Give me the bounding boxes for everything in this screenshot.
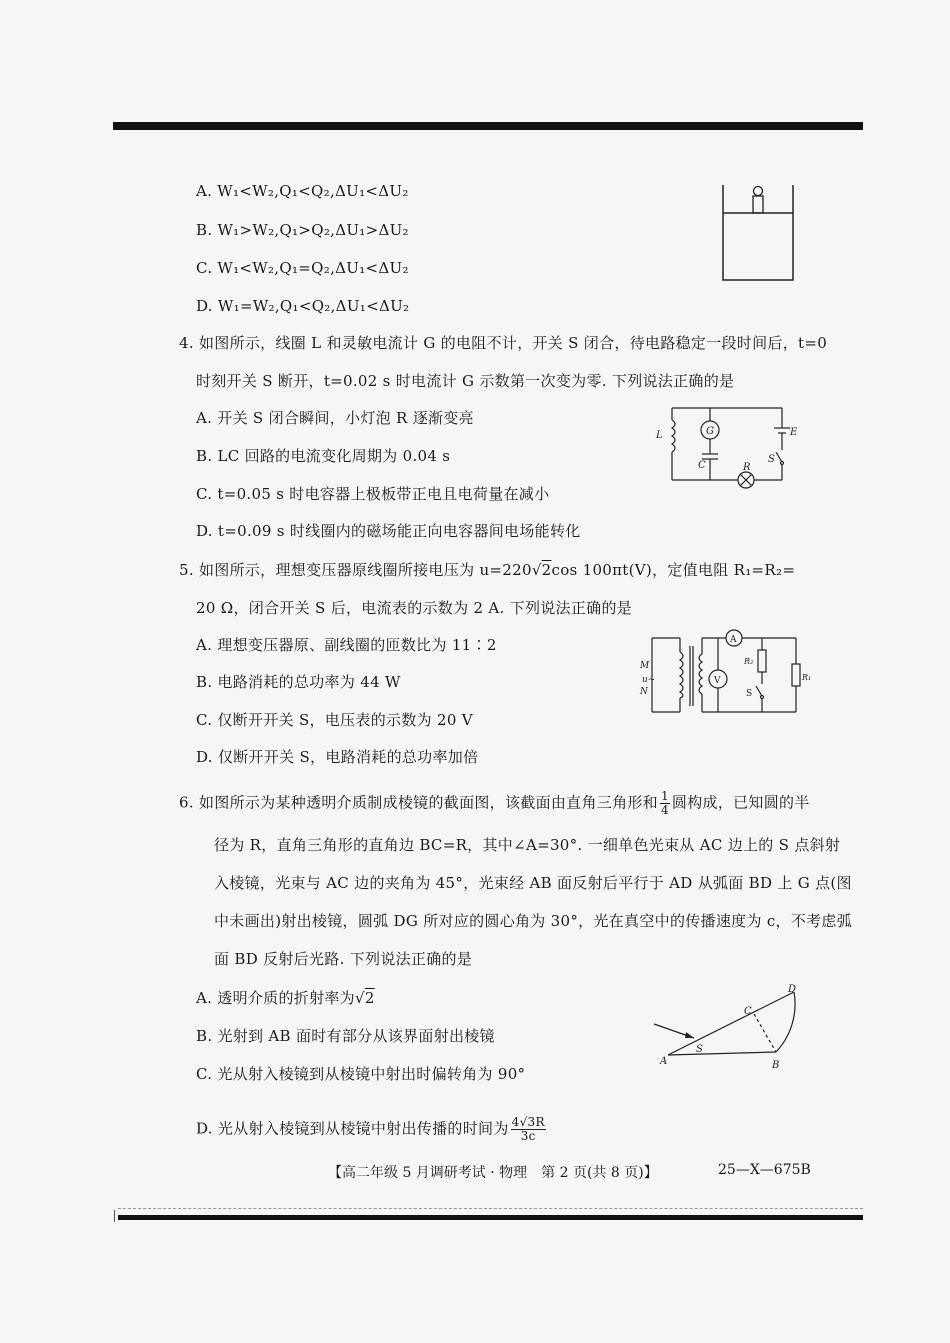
top-rule — [113, 122, 863, 130]
q4-option-d: D. t=0.09 s 时线圈内的磁场能正向电容器间电场能转化 — [196, 522, 581, 540]
q6-option-d — [196, 1116, 548, 1143]
q5-label-r1: R₁ — [802, 673, 812, 682]
q5-stem-part2: cos 100πt(V)，定值电阻 R₁=R₂= — [551, 561, 796, 579]
q4-label-capacitor: C — [698, 460, 706, 471]
q3-option-b: B. W₁>W₂,Q₁>Q₂,ΔU₁>ΔU₂ — [196, 221, 409, 239]
q6-option-d-denominator: 3c — [520, 1129, 536, 1143]
q6-quarter-fraction — [660, 790, 670, 817]
q4-stem-line2: 时刻开关 S 断开，t=0.02 s 时电流计 G 示数第一次变为零. 下列说法正确的是 — [196, 372, 735, 390]
q3-option-a: A. W₁<W₂,Q₁<Q₂,ΔU₁<ΔU₂ — [196, 182, 409, 200]
q4-lc-circuit-figure — [650, 400, 800, 495]
q5-option-d: D. 仅断开开关 S，电路消耗的总功率加倍 — [196, 748, 479, 766]
q5-stem-line2: 20 Ω，闭合开关 S 后，电流表的示数为 2 A. 下列说法正确的是 — [196, 599, 633, 617]
q5-transformer-circuit-figure — [640, 630, 810, 720]
q6-fraction-denominator: 4 — [660, 803, 669, 817]
q6-stem-part2: 圆构成，已知圆的半 — [671, 793, 810, 812]
q6-option-a-text: A. 透明介质的折射率为 — [196, 989, 355, 1007]
q5-label-voltmeter: V — [714, 676, 721, 686]
q4-stem-line1: 4. 如图所示，线圈 L 和灵敏电流计 G 的电阻不计，开关 S 闭合，待电路稳定一段时间后，t=0 — [179, 334, 828, 352]
q3-option-c: C. W₁<W₂,Q₁=Q₂,ΔU₁<ΔU₂ — [196, 259, 409, 277]
q4-label-switch: S — [768, 454, 775, 465]
q6-stem-line3: 入棱镜，光束与 AC 边的夹角为 45°，光束经 AB 面反射后平行于 AD 从弧面 BD 上 G 点(图 — [214, 874, 852, 892]
q6-prism-figure — [650, 980, 810, 1075]
q6-option-a-sqrt-arg: 2 — [364, 989, 375, 1007]
q6-stem-line5: 面 BD 反射后光路. 下列说法正确的是 — [214, 950, 473, 968]
q4-label-battery: E — [790, 427, 798, 438]
q6-label-b: B — [772, 1060, 780, 1071]
q6-label-a: A — [660, 1056, 668, 1067]
q5-stem-part1: 5. 如图所示，理想变压器原线圈所接电压为 u=220 — [179, 561, 532, 579]
q6-label-d: D — [788, 984, 797, 995]
q5-label-switch: S — [746, 689, 753, 699]
q6-label-s: S — [696, 1044, 703, 1055]
q5-sqrt-arg: 2 — [541, 561, 552, 579]
q6-option-c: C. 光从射入棱镜到从棱镜中射出时偏转角为 90° — [196, 1065, 526, 1083]
bottom-rule — [118, 1215, 863, 1220]
q3-container-figure — [718, 180, 798, 290]
q6-fraction-numerator: 1 — [660, 789, 669, 803]
q4-option-c: C. t=0.05 s 时电容器上极板带正电且电荷量在减小 — [196, 485, 550, 503]
q3-option-d: D. W₁=W₂,Q₁<Q₂,ΔU₁<ΔU₂ — [196, 297, 410, 315]
q6-option-a-sqrt: √2 — [354, 989, 375, 1007]
q4-option-a: A. 开关 S 闭合瞬间，小灯泡 R 逐渐变亮 — [196, 409, 474, 427]
q6-stem-line1 — [179, 790, 810, 817]
q5-option-c: C. 仅断开开关 S，电压表的示数为 20 V — [196, 711, 473, 729]
q5-label-n: N — [640, 687, 648, 697]
q6-option-d-fraction — [511, 1116, 546, 1143]
q5-label-u: u~ — [642, 675, 656, 685]
q5-option-b: B. 电路消耗的总功率为 44 W — [196, 673, 401, 691]
q5-option-a: A. 理想变压器原、副线圈的匝数比为 11∶2 — [196, 636, 497, 654]
q5-label-ammeter: A — [730, 635, 737, 645]
q6-option-d-text: D. 光从射入棱镜到从棱镜中射出传播的时间为 — [196, 1119, 509, 1138]
q6-option-a — [196, 987, 375, 1008]
q5-stem-line1 — [179, 559, 795, 580]
q5-label-r2: R₂ — [744, 657, 754, 666]
q6-stem-line4: 中未画出)射出棱镜，圆弧 DG 所对应的圆心角为 30°，光在真空中的传播速度为 c，不考虑弧 — [214, 912, 853, 930]
footer-dashed-rule — [118, 1208, 863, 1209]
q6-option-d-numerator: 4√3R — [511, 1115, 545, 1129]
q5-label-m: M — [640, 661, 650, 671]
page-footer-code: 25—X—675B — [718, 1162, 811, 1178]
q4-label-galvanometer: G — [706, 426, 714, 437]
q4-option-b: B. LC 回路的电流变化周期为 0.04 s — [196, 447, 451, 465]
q6-stem-line2: 径为 R，直角三角形的直角边 BC=R，其中∠A=30°. 一细单色光束从 AC 边上的 S 点斜射 — [214, 836, 841, 854]
q6-option-b: B. 光射到 AB 面时有部分从该界面射出棱镜 — [196, 1027, 495, 1045]
q4-label-lamp: R — [743, 462, 751, 473]
q6-label-c: C — [744, 1006, 752, 1017]
q4-label-coil: L — [656, 430, 663, 441]
q6-stem-part1: 6. 如图所示为某种透明介质制成棱镜的截面图，该截面由直角三角形和 — [179, 793, 658, 812]
q5-sqrt: √2 — [531, 561, 552, 579]
page-footer-title: 【高二年级 5 月调研考试 · 物理 第 2 页(共 8 页)】 — [328, 1165, 658, 1181]
bottom-left-mark — [114, 1210, 115, 1222]
